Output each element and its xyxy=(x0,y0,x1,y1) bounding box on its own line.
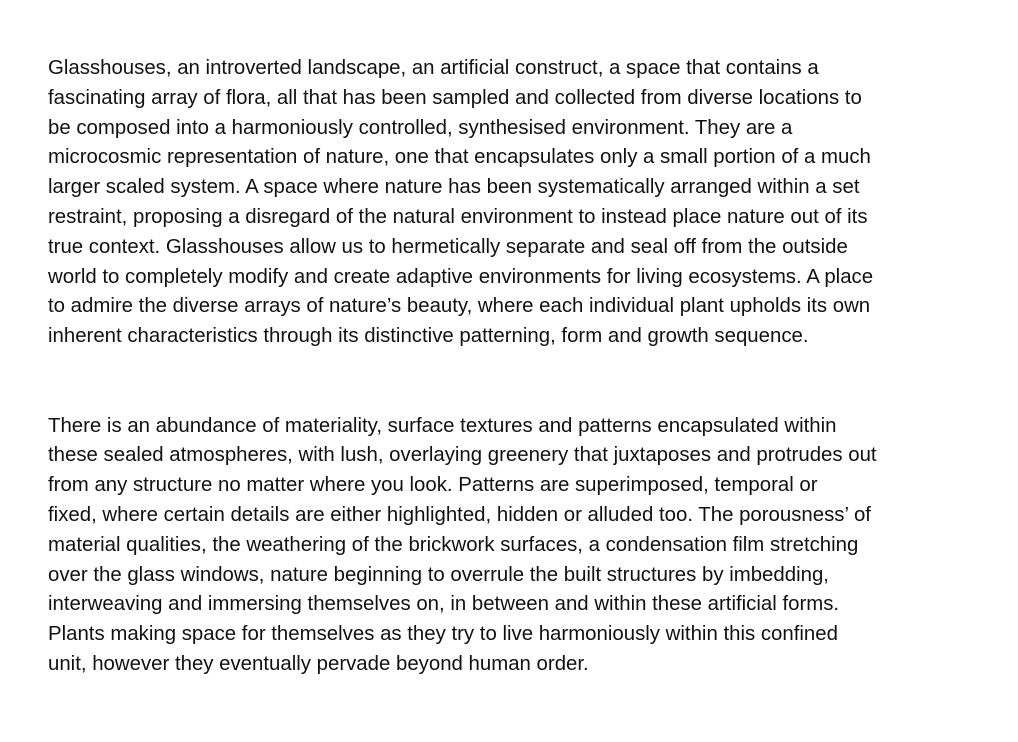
paragraph-line: interweaving and immersing themselves on, in between and within these artificial forms. xyxy=(48,593,840,616)
paragraph-glasshouses xyxy=(48,54,978,352)
paragraph-line: from any structure no matter where you look. Patterns are superimposed, temporal or xyxy=(48,474,818,497)
paragraph-line: restraint, proposing a disregard of the natural environment to instead place nature out of its xyxy=(48,205,868,228)
paragraph-line: unit, however they eventually pervade beyond human order. xyxy=(48,652,589,675)
paragraph-line: larger scaled system. A space where nature has been systematically arranged within a set xyxy=(48,176,860,199)
paragraph-line: inherent characteristics through its distinctive patterning, form and growth sequence. xyxy=(48,325,809,348)
paragraph-line: to admire the diverse arrays of nature’s beauty, where each individual plant upholds its own xyxy=(48,295,871,318)
paragraph-materiality xyxy=(48,412,978,680)
paragraph-line: world to completely modify and create adaptive environments for living ecosystems. A place xyxy=(48,265,874,288)
paragraph-line: Plants making space for themselves as they try to live harmoniously within this confined xyxy=(48,623,838,646)
paragraph-line: be composed into a harmoniously controlled, synthesised environment. They are a xyxy=(48,116,793,139)
paragraph-line: fixed, where certain details are either highlighted, hidden or alluded too. The porousness’ of xyxy=(48,503,871,526)
paragraph-line: material qualities, the weathering of the brickwork surfaces, a condensation film stretching xyxy=(48,533,859,556)
document-body xyxy=(48,54,978,680)
paragraph-line: There is an abundance of materiality, surface textures and patterns encapsulated within xyxy=(48,414,837,437)
paragraph-line: true context. Glasshouses allow us to hermetically separate and seal off from the outside xyxy=(48,235,848,258)
paragraph-line: Glasshouses, an introverted landscape, an artificial construct, a space that contains a xyxy=(48,57,819,79)
paragraph-line: over the glass windows, nature beginning to overrule the built structures by imbedding, xyxy=(48,563,829,586)
paragraph-line: microcosmic representation of nature, one that encapsulates only a small portion of a much xyxy=(48,146,871,169)
paragraph-line: these sealed atmospheres, with lush, overlaying greenery that juxtaposes and protrudes out xyxy=(48,444,877,467)
paragraph-line: fascinating array of flora, all that has been sampled and collected from diverse locations to xyxy=(48,86,862,109)
paragraph-spacer xyxy=(48,352,978,412)
